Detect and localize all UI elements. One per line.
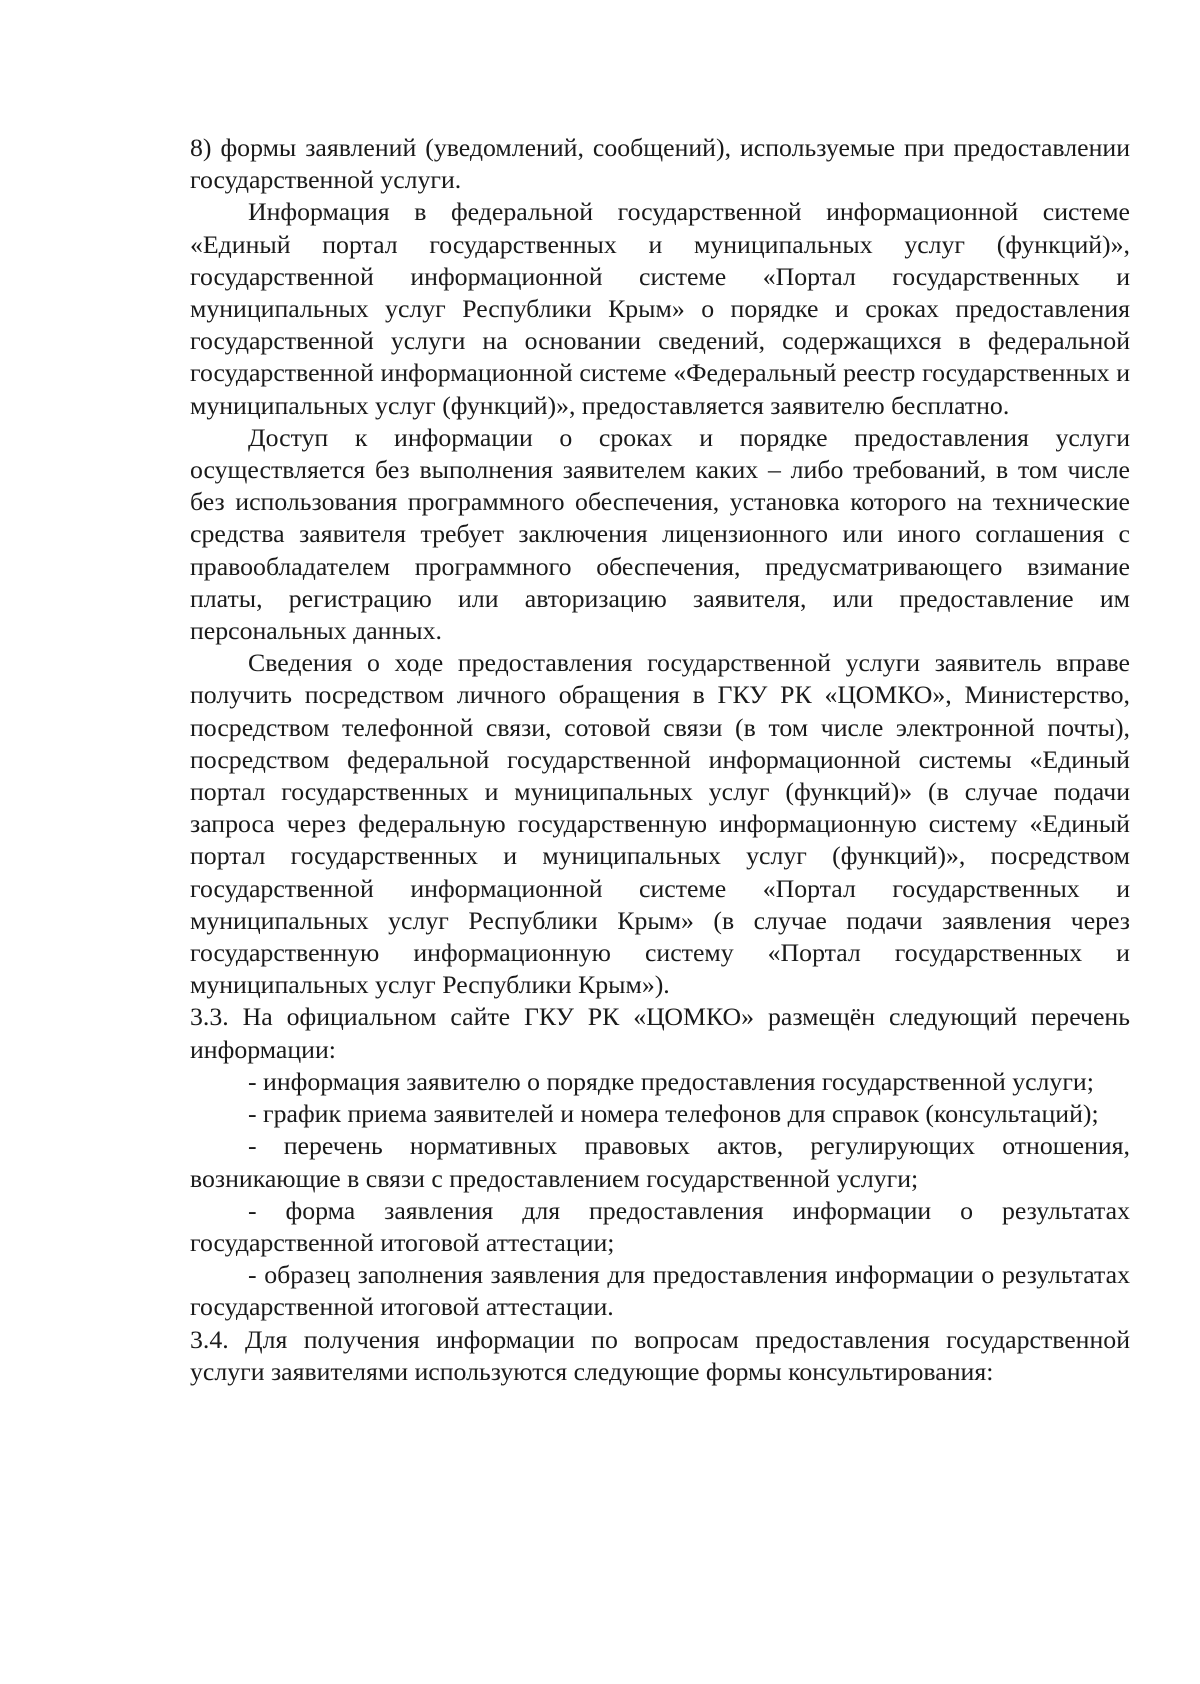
paragraph-item-8: 8) формы заявлений (уведомлений, сообщений), используемые при предоставлении государственной услуги. bbox=[190, 133, 1130, 195]
paragraph-access-information: Доступ к информации о сроках и порядке предоставления услуги осуществляется без выполнения заявителем каких – либо требований, в том числе без использования программного обеспечения, установка которого на технические средства заявителя требует заключения лицензионного или иного соглашения с правообладателем программного обеспечения, предусматривающего взимание платы, регистрацию или авторизацию заявителя, или предоставление им персональных данных. bbox=[190, 422, 1130, 646]
list-item-application-sample: - образец заполнения заявления для предоставления информации о результатах государственной итоговой аттестации. bbox=[190, 1260, 1130, 1322]
paragraph-section-3-3: 3.3. На официальном сайте ГКУ РК «ЦОМКО» размещён следующий перечень информации: bbox=[190, 1002, 1130, 1064]
paragraph-portal-information: Информация в федеральной государственной информационной системе «Единый портал государственных и муниципальных услуг (функций)», государственной информационной системе «Портал государственных и муниципальных услуг Республики Крым» о порядке и сроках предоставления государственной услуги на основании сведений, содержащихся в федеральной государственной информационной системе «Федеральный реестр государственных и муниципальных услуг (функций)», предоставляется заявителю бесплатно. bbox=[190, 197, 1130, 420]
document-body bbox=[190, 132, 1130, 1388]
list-item-procedure-info: - информация заявителю о порядке предоставления государственной услуги; bbox=[248, 1066, 1094, 1096]
paragraph-progress-information: Сведения о ходе предоставления государственной услуги заявитель вправе получить посредством личного обращения в ГКУ РК «ЦОМКО», Министерство, посредством телефонной связи, сотовой связи (в том числе электронной почты), посредством федеральной государственной информационной системы «Единый портал государственных и муниципальных услуг (функций)» (в случае подачи запроса через федеральную государственную информационную систему «Единый портал государственных и муниципальных услуг (функций)», посредством государственной информационной системе «Портал государственных и муниципальных услуг Республики Крым» (в случае подачи заявления через государственную информационную систему «Портал государственных и муниципальных услуг Республики Крым»). bbox=[190, 648, 1130, 1000]
paragraph-section-3-4: 3.4. Для получения информации по вопросам предоставления государственной услуги заявителями используются следующие формы консультирования: bbox=[190, 1324, 1130, 1386]
list-item-schedule: - график приема заявителей и номера телефонов для справок (консультаций); bbox=[248, 1099, 1099, 1129]
list-item-application-form: - форма заявления для предоставления информации о результатах государственной итоговой аттестации; bbox=[190, 1195, 1130, 1257]
list-item-legal-acts: - перечень нормативных правовых актов, регулирующих отношения, возникающие в связи с предоставлением государственной услуги; bbox=[190, 1131, 1130, 1193]
